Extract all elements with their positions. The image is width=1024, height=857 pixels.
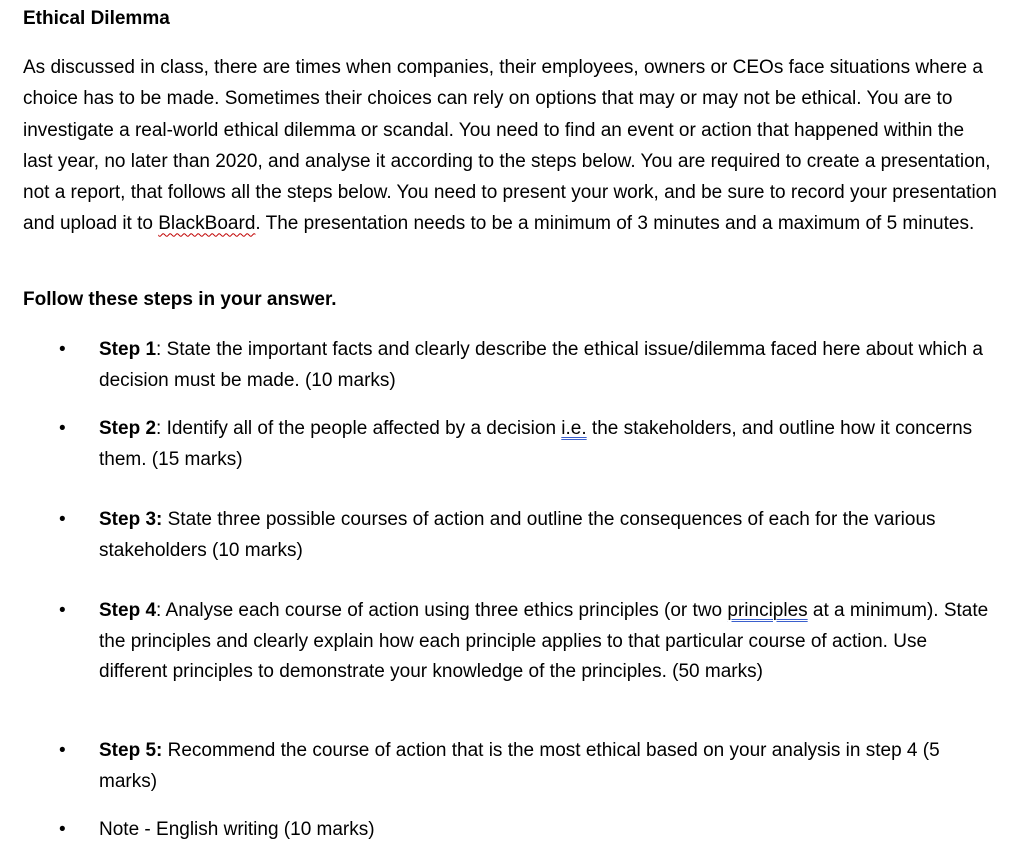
step-4-text <box>99 596 994 688</box>
step-1-text <box>99 335 994 396</box>
step-4-label-suffix: : <box>156 600 162 621</box>
bullet: • <box>59 339 66 360</box>
bullet: • <box>59 740 66 761</box>
step-3-label: Step 3: <box>99 509 163 530</box>
step-4-label: Step 4 <box>99 600 157 621</box>
step-5-body: Recommend the course of action that is the most ethical based on your analysis in step 4 (5 marks) <box>99 740 940 792</box>
step-1-label-suffix: : <box>156 339 162 360</box>
step-5-text <box>99 736 994 797</box>
principles-word: principles <box>727 600 808 621</box>
step-1-label: Step 1 <box>99 339 157 360</box>
ie-abbreviation: i.e. <box>561 418 587 439</box>
blackboard-word: BlackBoard <box>158 213 256 235</box>
note-text: Note - English writing (10 marks) <box>99 819 375 840</box>
steps-heading: Follow these steps in your answer. <box>23 289 337 310</box>
document-title: Ethical Dilemma <box>23 8 170 29</box>
step-4-body-end: at a minimum). State the principles and clearly explain how each principle applies to that particular course of action. Use different principles to demonstrate your knowledge of the principles. (50 marks) <box>99 600 989 682</box>
step-2-label-suffix: : <box>156 418 162 439</box>
step-5-label: Step 5: <box>99 740 163 761</box>
bullet: • <box>59 600 66 621</box>
intro-text-end: . The presentation needs to be a minimum of 3 minutes and a maximum of 5 minutes. <box>255 213 975 235</box>
step-3-text <box>99 505 994 566</box>
intro-text: As discussed in class, there are times when companies, their employees, owners or CEOs face situations where a choice has to be made. Sometimes their choices can rely on options that may or may not be ethical. You are to investigate a real-world ethical dilemma or scandal. You need to find an event or action that happened within the last year, no later than 2020, and analyse it according to the steps below. You are required to create a presentation, not a report, that follows all the steps below. You need to present your work, and be sure to record your presentation and upload it to <box>23 57 997 235</box>
step-4-body-start: Analyse each course of action using three ethics principles (or two <box>161 600 728 621</box>
bullet: • <box>59 418 66 439</box>
bullet: • <box>59 819 66 840</box>
step-1-body: State the important facts and clearly describe the ethical issue/dilemma faced here about which a decision must be made. (10 marks) <box>99 339 983 391</box>
step-2-label: Step 2 <box>99 418 157 439</box>
bullet: • <box>59 509 66 530</box>
step-2-text <box>99 414 994 475</box>
step-3-body: State three possible courses of action and outline the consequences of each for the various stakeholders (10 marks) <box>99 509 936 561</box>
step-2-body-end: the stakeholders, and outline how it concerns them. (15 marks) <box>99 418 973 470</box>
intro-paragraph <box>23 52 998 240</box>
step-2-body-start: Identify all of the people affected by a decision <box>161 418 562 439</box>
